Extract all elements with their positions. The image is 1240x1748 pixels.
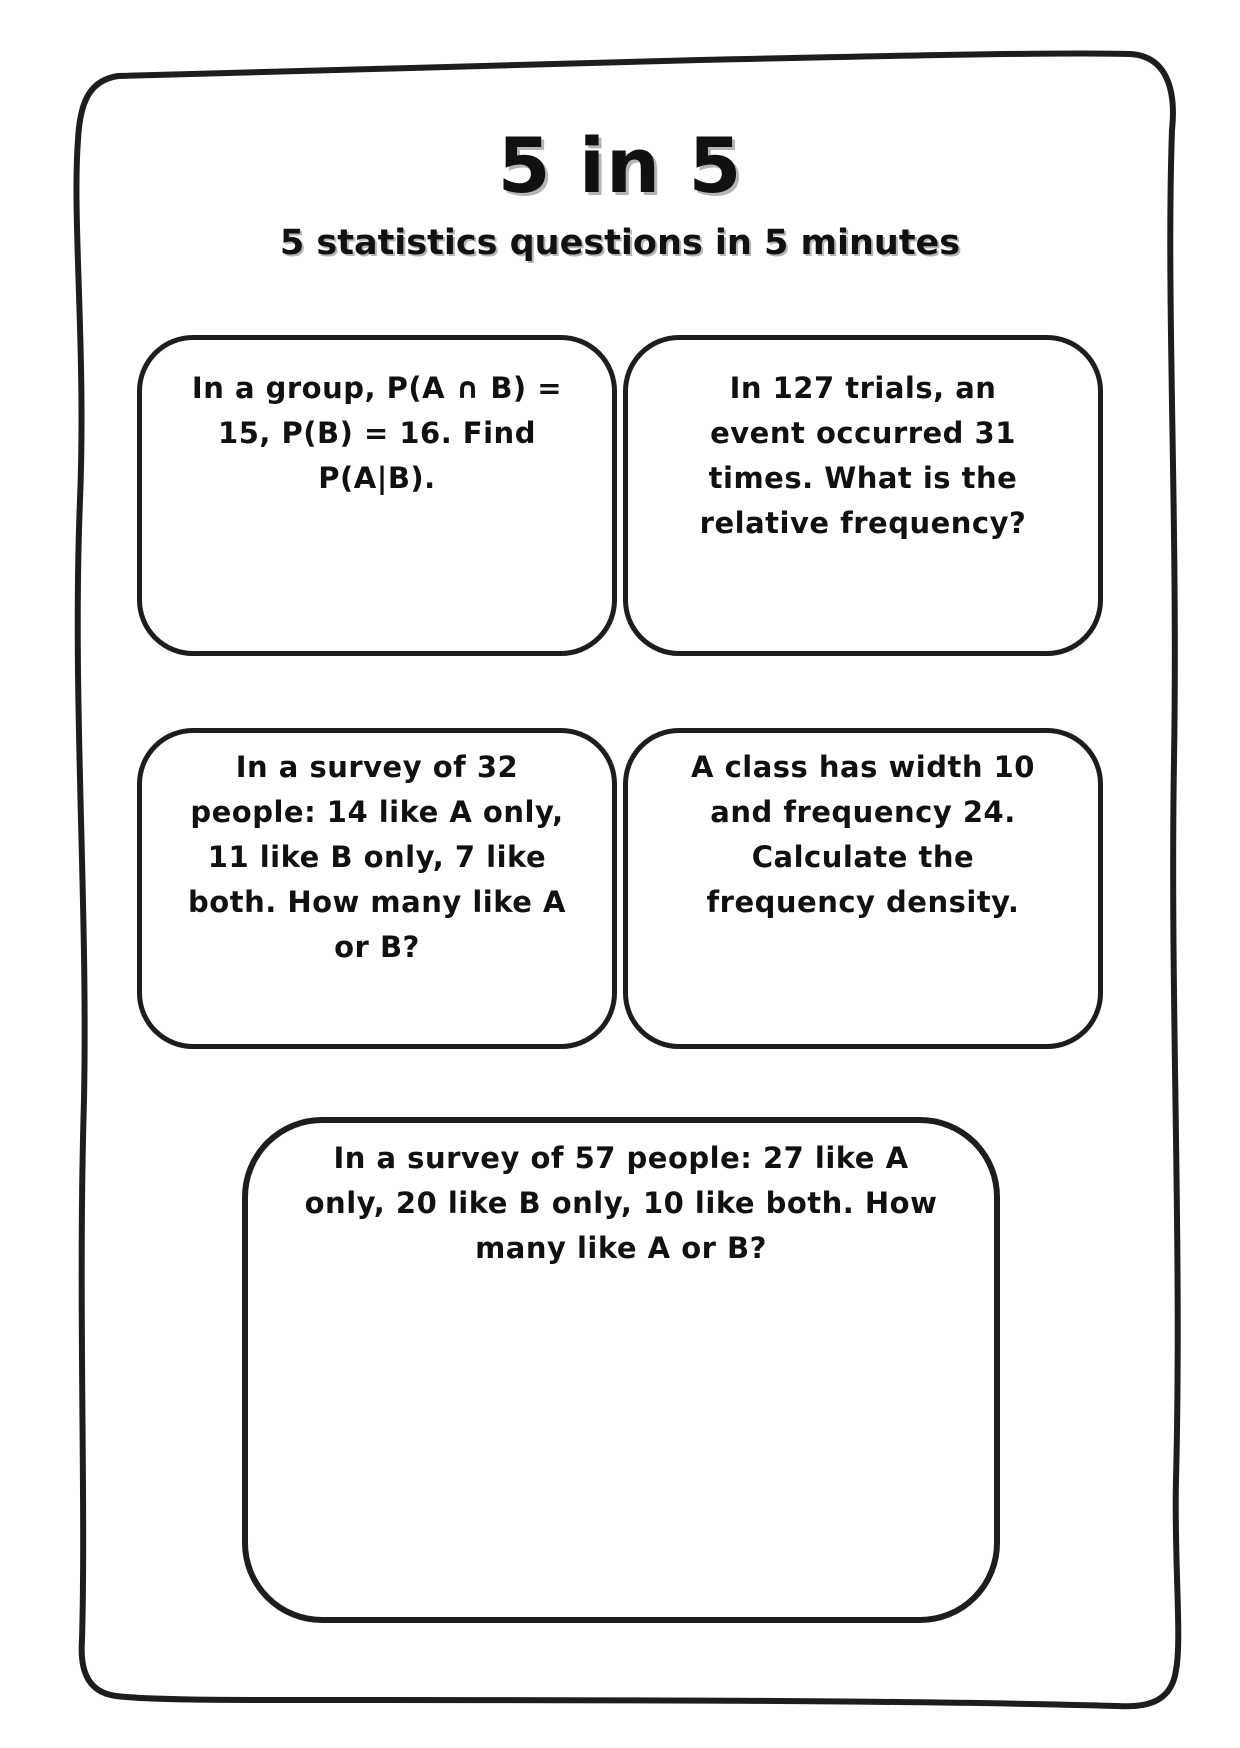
question-text-4: A class has width 10 and frequency 24. Calculate the frequency density. — [691, 750, 1035, 919]
page-title: 5 in 5 — [497, 121, 743, 210]
question-text-3: In a survey of 32 people: 14 like A only, 11 like B only, 7 like both. How many like A or B? — [188, 750, 566, 964]
page-subtitle: 5 statistics questions in 5 minutes — [279, 223, 961, 263]
question-text-5: In a survey of 57 people: 27 like A only, 20 like B only, 10 like both. How many like A or B? — [304, 1141, 938, 1265]
question-text-2: In 127 trials, an event occurred 31 times. What is the relative frequency? — [699, 371, 1027, 540]
question-text-1: In a group, P(A ∩ B) = 15, P(B) = 16. Find P(A|B). — [191, 371, 563, 495]
